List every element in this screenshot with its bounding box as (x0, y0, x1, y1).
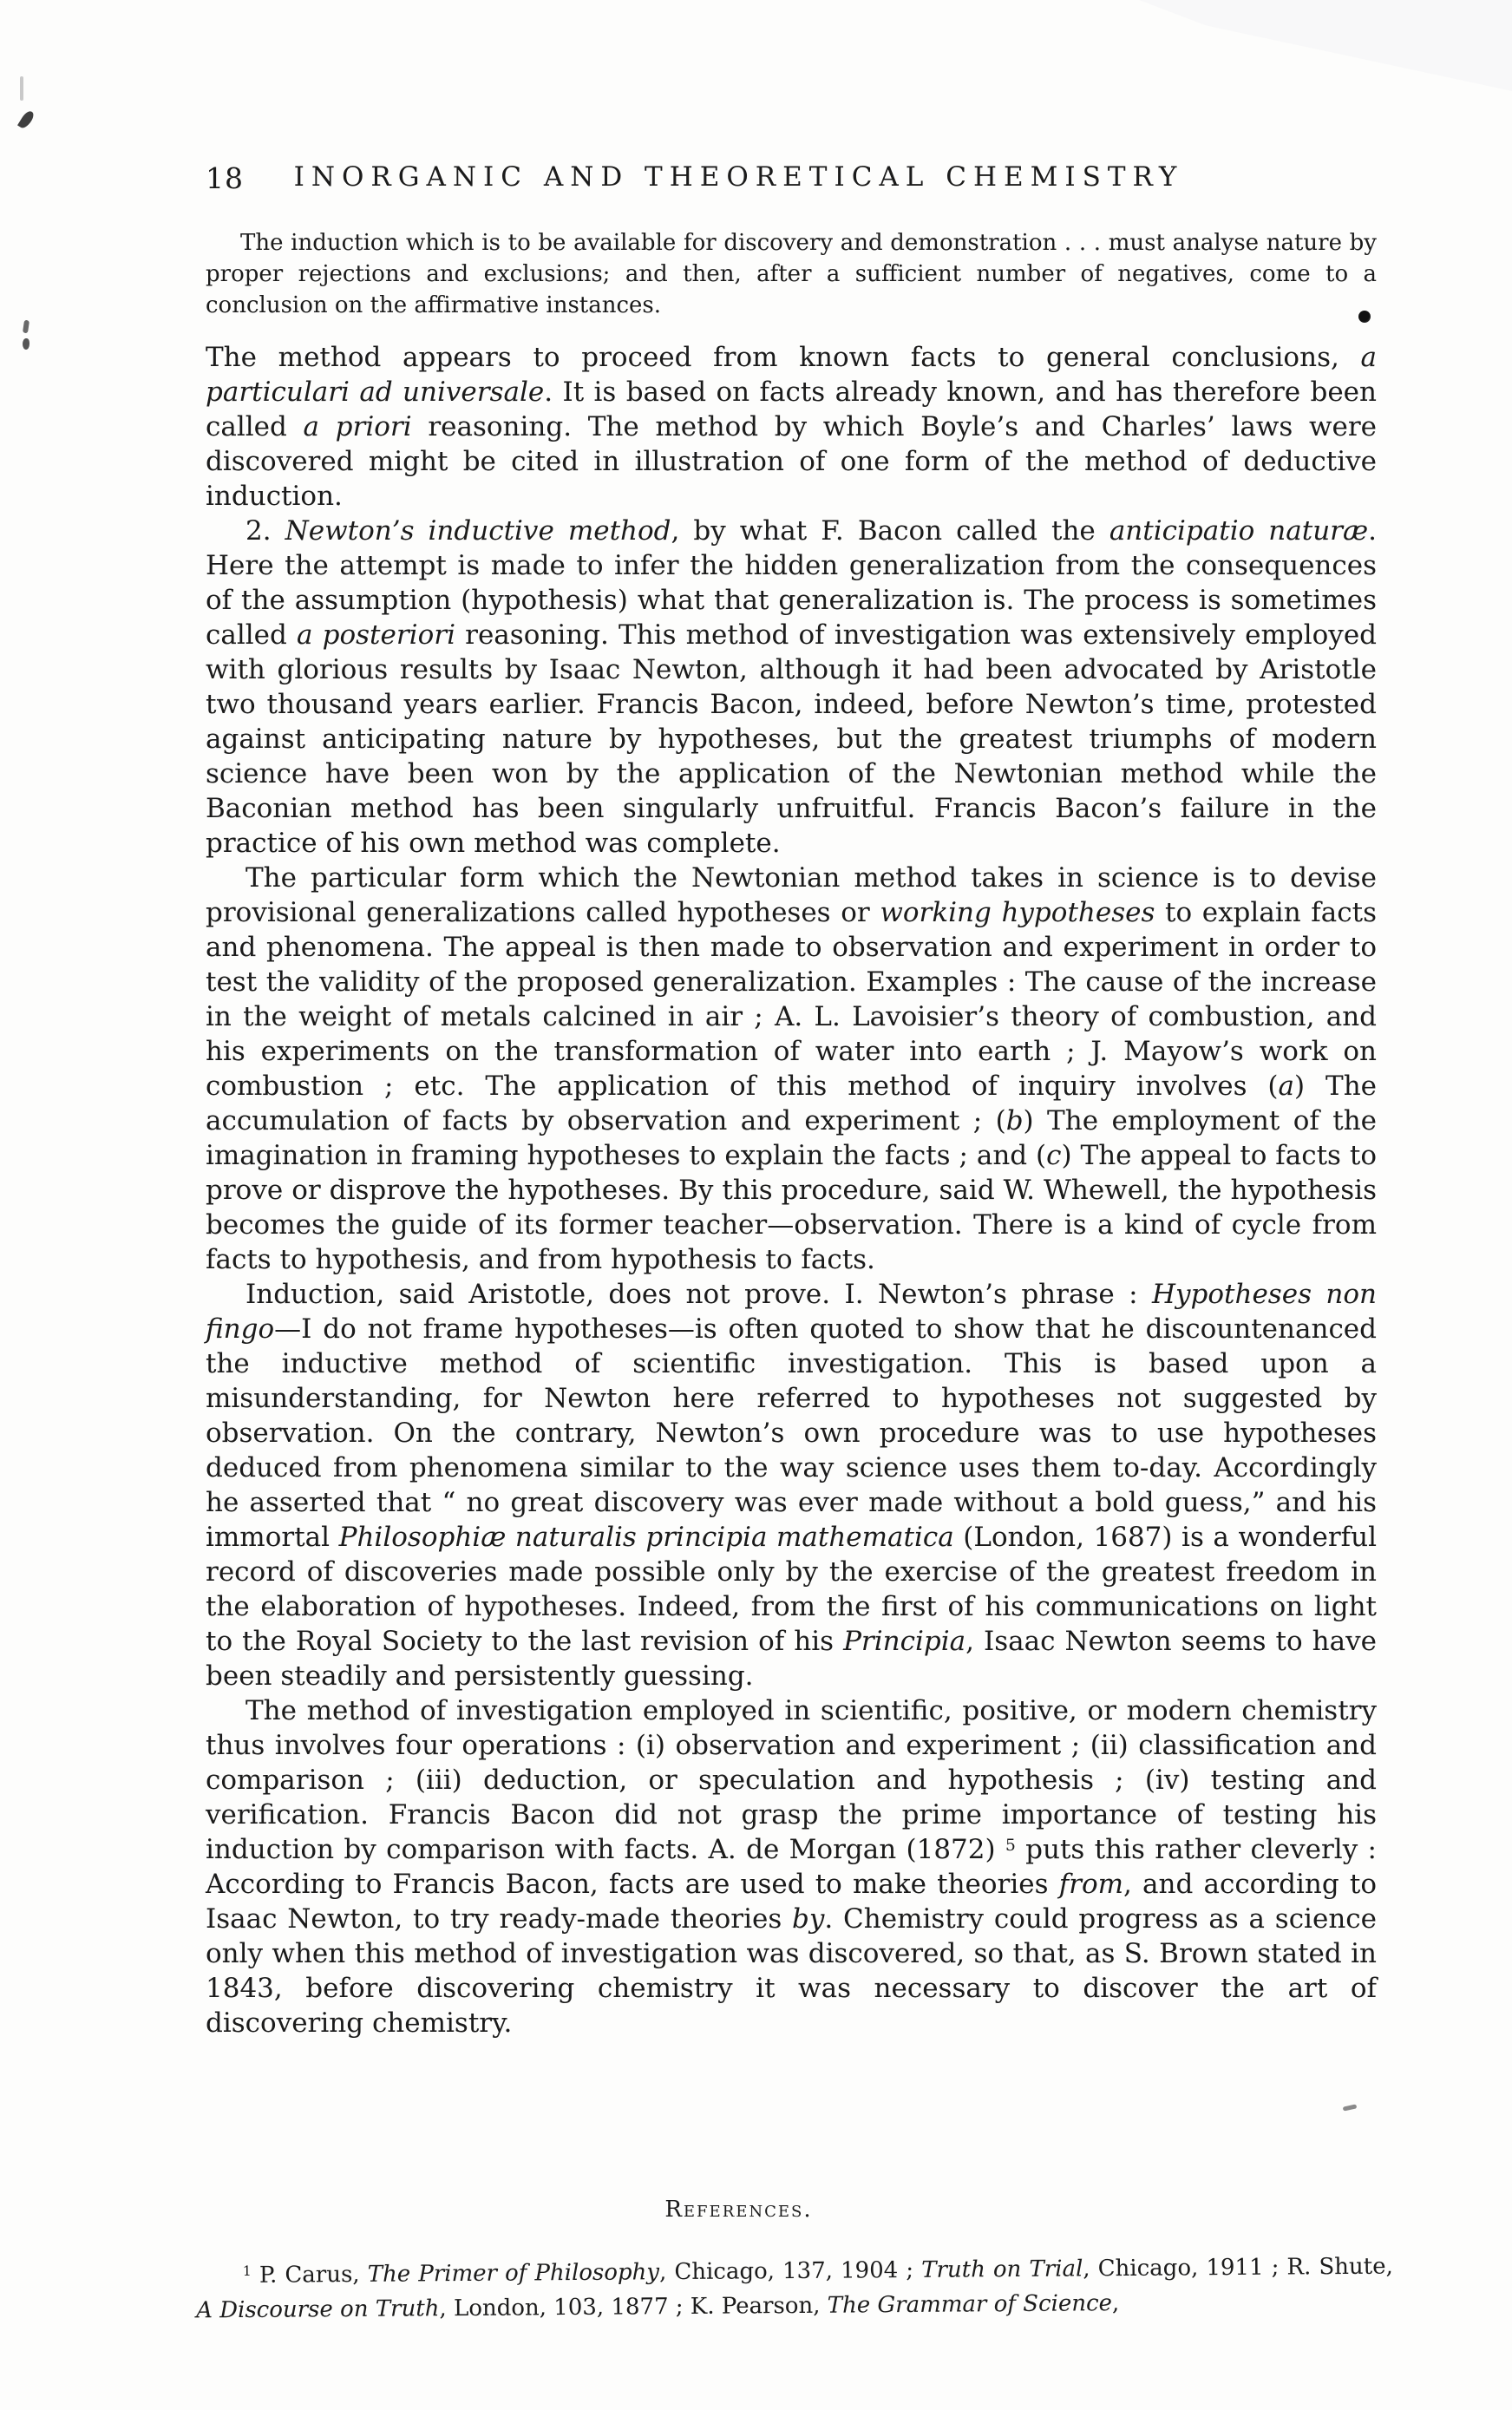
running-title: INORGANIC AND THEORETICAL CHEMISTRY (293, 161, 1184, 193)
paragraph: 2. Newton’s inductive method, by what F. Bacon called the anticipatio naturæ. Here the attempt is made to infer the hidden generalization from the consequences of the assumption (hypothesis) what that generalization is. The process is sometimes called a posteriori reasoning. This method of investigation was extensively employed with glorious results by Isaac Newton, although it had been advocated by Aristotle two thousand years earlier. Francis Bacon, indeed, before Newton’s time, protested against anticipating nature by hypotheses, but the greatest triumphs of modern science have been won by the application of the Newtonian method while the Baconian method has been singularly unfruitful. Francis Bacon’s failure in the practice of his own method was complete. (206, 515, 1378, 859)
paragraph: The method appears to proceed from known facts to general conclusions, a particulari ad universale. It is based on facts already known, and has therefore been called a priori reasoning. The method by which Boyle’s and Charles’ laws were discovered might be cited in illustration of one form of the method of deductive induction. (206, 342, 1377, 512)
block-quote: The induction which is to be available for discovery and demonstration . . . must analyse nature by proper rejections and exclusions; and then, after a sufficient number of negatives, come to a conclusion on the affirmative instances. (206, 230, 1377, 318)
reference-entry: $^1$ P. Carus, The Primer of Philosophy, Chicago, 137, 1904 ; Truth on Trial, Chicago, 1911 ; R. Shute, A Discourse on Truth, London, 103, 1877 ; K. Pearson, The Grammar of Science, (196, 2253, 1393, 2324)
references-heading: References. (664, 2197, 813, 2223)
paragraph: Induction, said Aristotle, does not prove. I. Newton’s phrase : Hypotheses non fingo—I do not frame hypotheses—is often quoted to show that he discountenanced the inductive method of scientific investigation. This is based upon a misunderstanding, for Newton here referred to hypotheses not suggested by observation. On the contrary, Newton’s own procedure was to use hypotheses deduced from phenomena similar to the way science uses them to-day. Accordingly he asserted that “ no great discovery was ever made without a bold guess,” and his immortal Philosophiæ naturalis principia mathematica (London, 1687) is a wonderful record of discoveries made possible only by the exercise of the greatest freedom in the elaboration of hypotheses. Indeed, from the first of his communications on light to the Royal Society to the last revision of his Principia, Isaac Newton seems to have been steadily and persistently guessing. (206, 1279, 1377, 1692)
scan-corner-shade (1139, 0, 1512, 91)
paragraph: The method of investigation employed in scientific, positive, or modern chemistry thus involves four operations : (i) observation and experiment ; (ii) classification and comparison ; (iii) deduction, or speculation and hypothesis ; (iv) testing and verification. Francis Bacon did not grasp the prime importance of testing his induction by comparison with facts. A. de Morgan (1872) $^5$ puts this rather cleverly : According to Francis Bacon, facts are used to make theories from, and according to Isaac Newton, to try ready-made theories by. Chemistry could progress as a science only when this method of investigation was discovered, so that, as S. Brown stated in 1843, before discovering chemistry it was necessary to discover the art of discovering chemistry. (206, 1695, 1377, 2039)
scan-speck (17, 109, 36, 130)
scan-speck (20, 76, 23, 101)
page-number: 18 (206, 161, 244, 195)
scan-speck (23, 338, 29, 350)
scan-speck (1343, 2104, 1358, 2111)
running-head (0, 161, 1512, 200)
text-column (206, 227, 1377, 2040)
paragraph: The particular form which the Newtonian method takes in science is to devise provisional generalizations called hypotheses or working hypotheses to explain facts and phenomena. The appeal is then made to observation and experiment in order to test the validity of the proposed generalization. Examples : The cause of the increase in the weight of metals calcined in air ; A. L. Lavoisier’s theory of combustion, and his experiments on the transformation of water into earth ; J. Mayow’s work on combustion ; etc. The application of this method of inquiry involves (a) The accumulation of facts by observation and experiment ; (b) The employment of the imagination in framing hypotheses to explain the facts ; and (c) The appeal to facts to prove or disprove the hypotheses. By this procedure, said W. Whewell, the hypothesis becomes the guide of its former teacher—observation. There is a kind of cycle from facts to hypothesis, and from hypothesis to facts. (206, 862, 1378, 1275)
scan-speck (23, 320, 29, 334)
